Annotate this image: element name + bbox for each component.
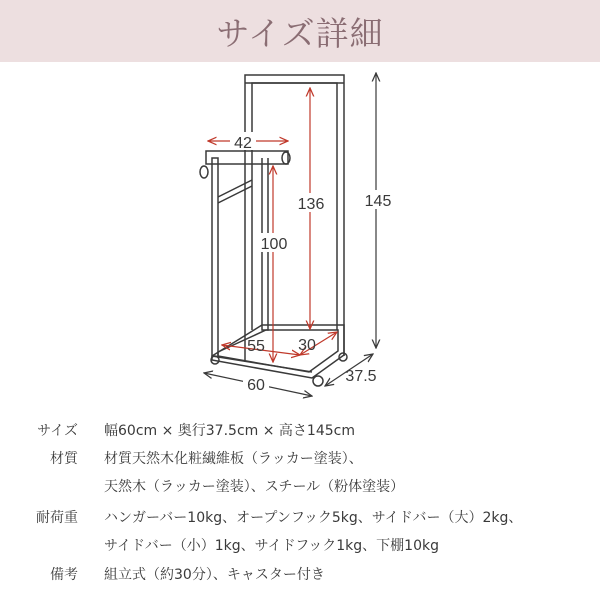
- label-37-5: 37.5: [345, 368, 377, 385]
- label-55: 55: [247, 338, 265, 355]
- spec-value-load-1: ハンガーバー10kg、オープンフック5kg、サイドバー（大）2kg、: [104, 510, 523, 526]
- rack-dimension-diagram: [0, 62, 600, 407]
- spec-row-material-cont: [0, 474, 600, 500]
- spec-label-size: サイズ: [37, 423, 78, 439]
- label-30: 30: [298, 337, 316, 354]
- rear-frame: [245, 75, 344, 362]
- label-42: 42: [234, 135, 252, 152]
- spec-value-load-2: サイドバー（小）1kg、サイドフック1kg、下棚10kg: [104, 538, 439, 554]
- spec-row-size: [0, 418, 600, 444]
- page-title: サイズ詳細: [216, 14, 384, 53]
- spec-row-material: [0, 446, 600, 472]
- bar-end-cap: [282, 152, 290, 164]
- spec-row-load-cont: [0, 533, 600, 559]
- spec-row-notes: [0, 562, 600, 588]
- red-dimensions: [208, 88, 337, 362]
- label-60: 60: [247, 377, 265, 394]
- spec-value-size: 幅60cm × 奥行37.5cm × 高さ145cm: [104, 423, 355, 439]
- label-136: 136: [297, 196, 325, 213]
- front-frame: [212, 158, 218, 358]
- spec-label-notes: 備考: [50, 567, 78, 583]
- base-shelf: [212, 325, 344, 378]
- spec-label-load: 耐荷重: [36, 510, 78, 526]
- label-100: 100: [260, 236, 288, 253]
- header-banner: [0, 0, 600, 62]
- side-knob: [200, 166, 208, 178]
- spec-value-material-2: 天然木（ラッカー塗装）、スチール（粉体塗装）: [104, 479, 405, 495]
- label-145: 145: [364, 193, 392, 210]
- caster-front-right: [313, 376, 323, 386]
- black-dimensions: [204, 73, 376, 396]
- spec-row-load: [0, 505, 600, 531]
- spec-value-material-1: 材質天然木化粧繊維板（ラッカー塗装）、: [104, 451, 363, 467]
- spec-label-material: 材質: [50, 451, 78, 467]
- spec-value-notes: 組立式（約30分）、キャスター付き: [104, 567, 325, 583]
